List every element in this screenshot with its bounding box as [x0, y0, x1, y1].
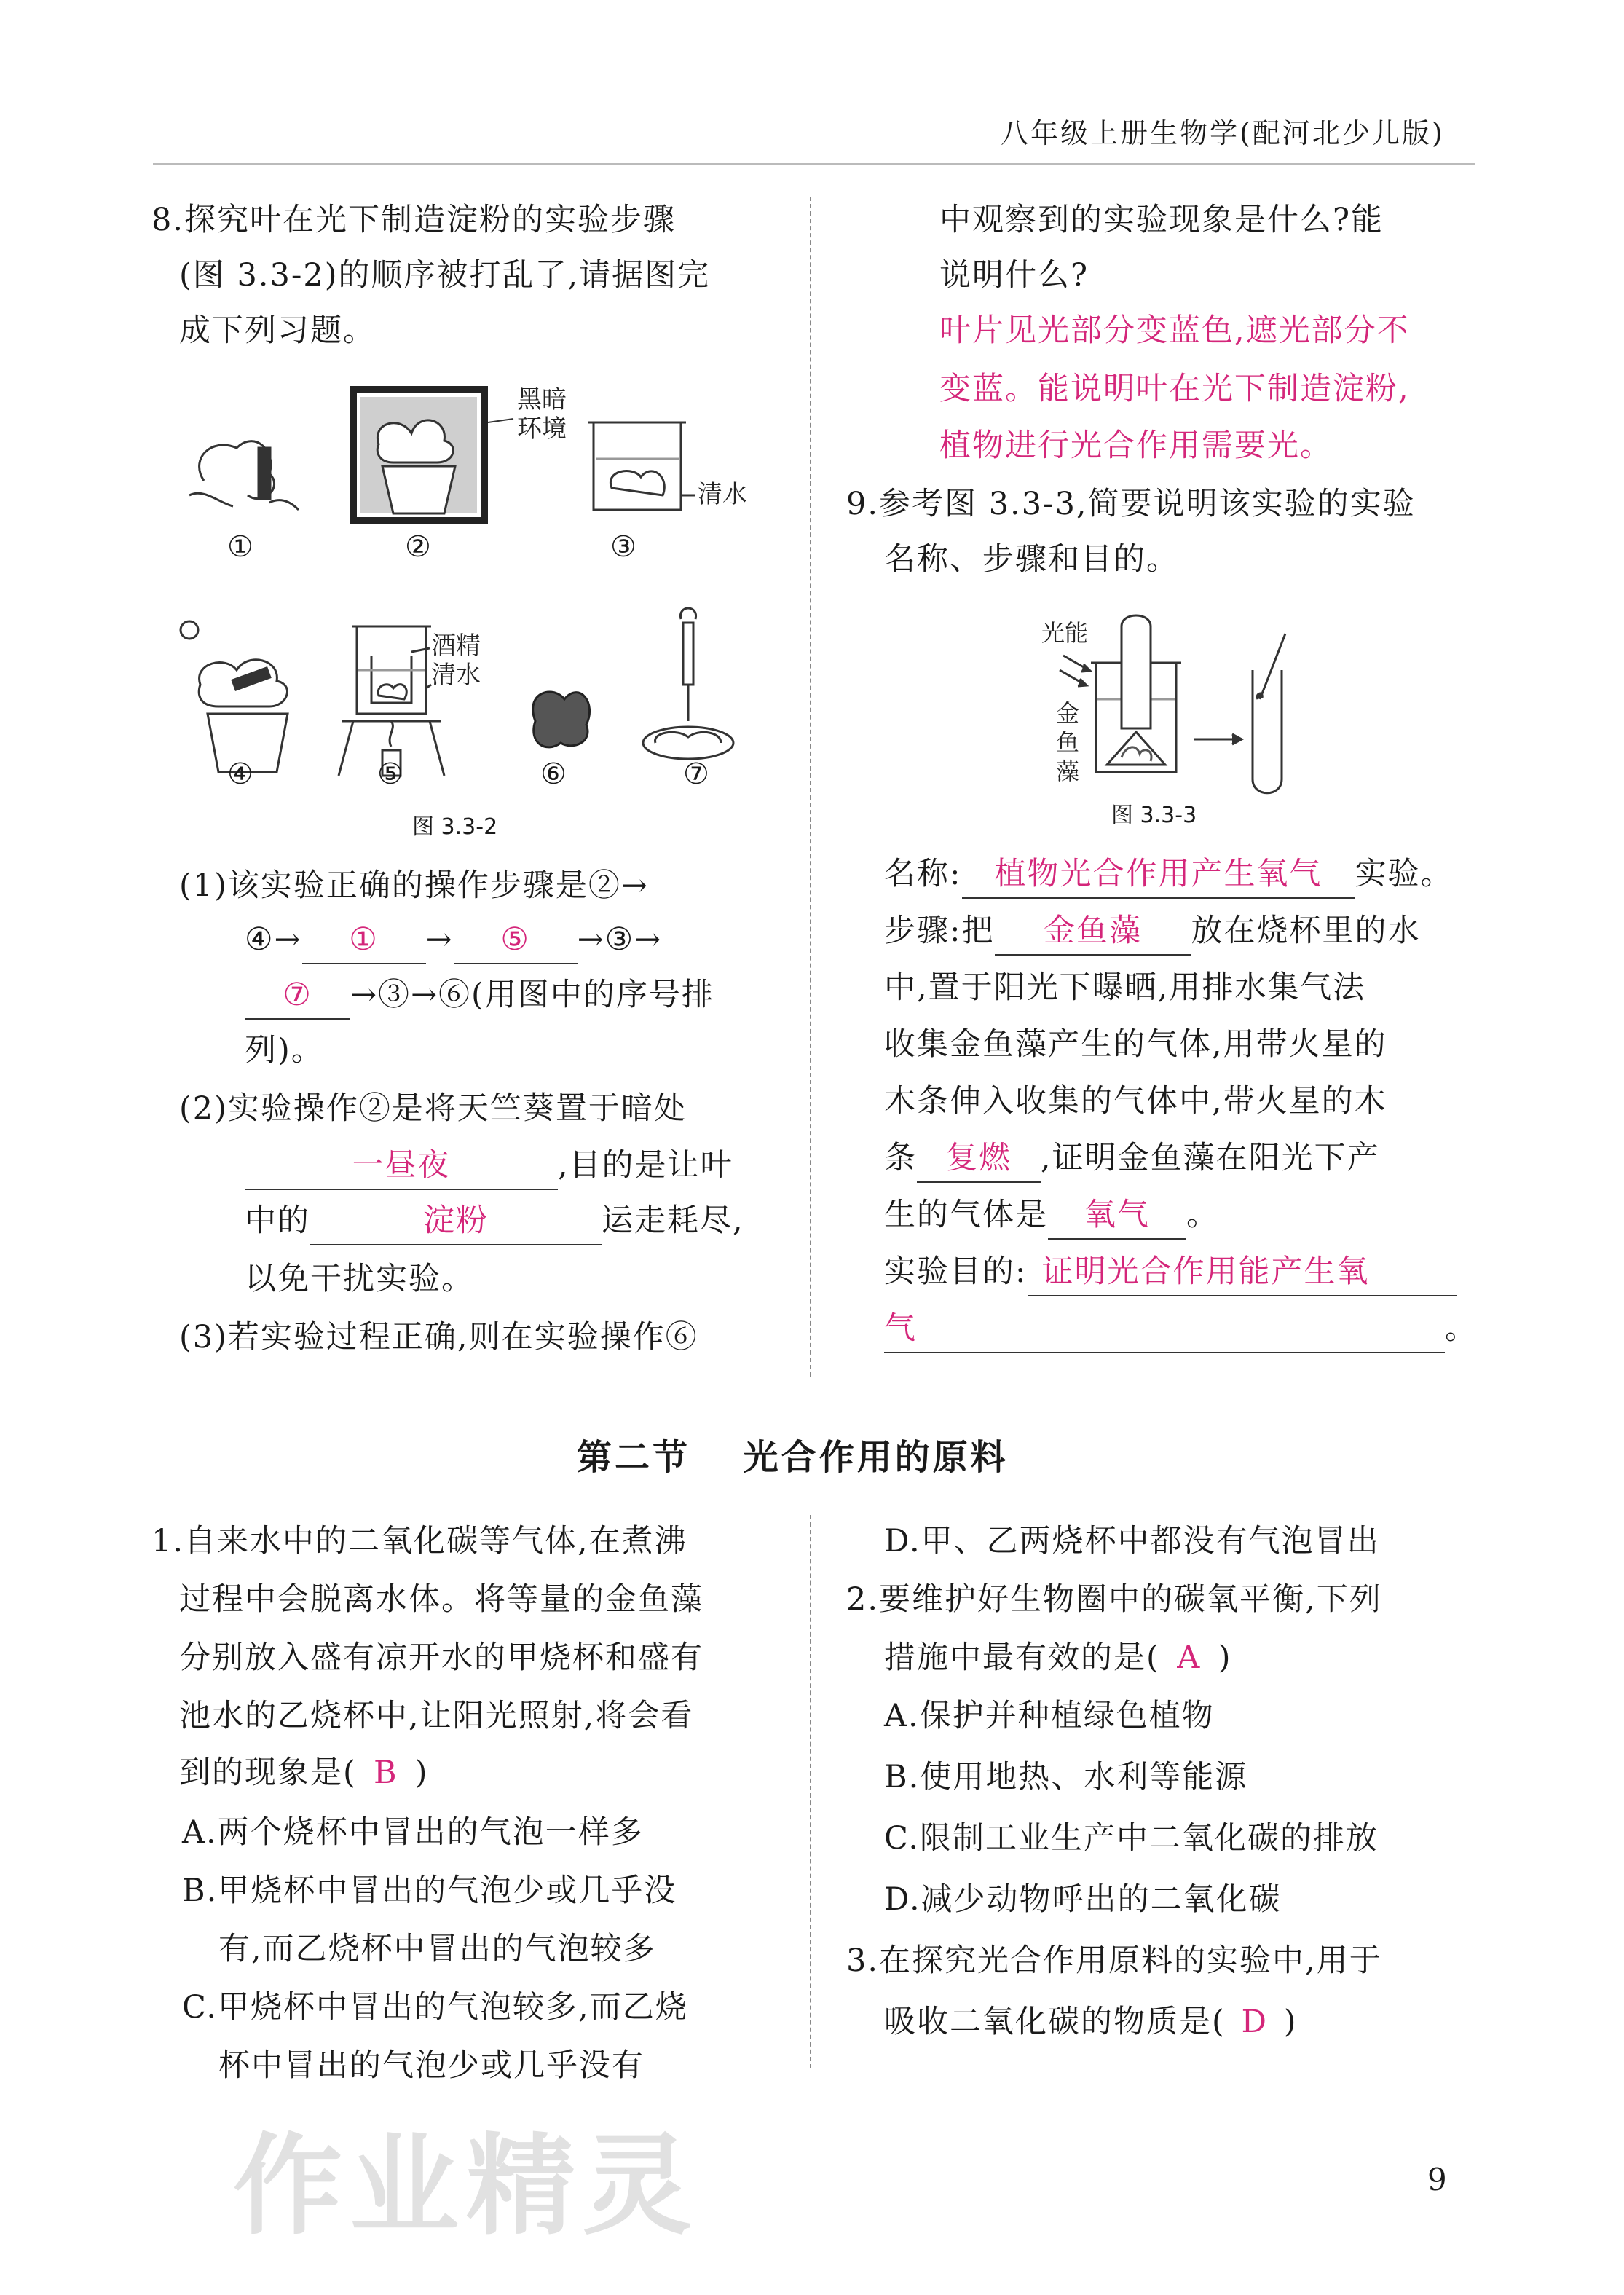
step-num-6: ⑥	[540, 757, 567, 791]
s1-answer: B	[373, 1755, 398, 1791]
s2-stem-seg: 措施中最有效的是(	[884, 1639, 1160, 1676]
answer-blank-goldfish-weed: 金鱼藻	[995, 908, 1191, 956]
q9-aim-tail: 。	[1445, 1310, 1478, 1347]
header-rule	[153, 163, 1475, 165]
column-divider-top	[810, 197, 811, 1377]
q9-step-line6	[884, 1186, 1219, 1244]
s2-option-b: B.使用地热、水利等能源	[884, 1759, 1248, 1795]
watermark-logo: 作业精灵	[233, 2122, 700, 2250]
page-number: 9	[1427, 2162, 1447, 2197]
s2-stem-line2	[884, 1629, 1232, 1687]
step3-beaker-water-illustration	[588, 422, 695, 510]
q9-step-seg-d: ,证明金鱼藻在阳光下产	[1041, 1140, 1380, 1176]
s1-stem-seg: 到的现象是(	[179, 1755, 357, 1791]
figure-3-3-3	[1041, 612, 1406, 801]
step7-iodine-dish-illustration	[643, 608, 733, 759]
figure-caption-3-3-2: 图 3.3-2	[412, 814, 498, 840]
q9-step-seg-c: 条	[884, 1140, 917, 1176]
s1-stem-line2: 过程中会脱离水体。将等量的金鱼藻	[179, 1581, 703, 1618]
q8-p2-line4: 以免干扰实验。	[245, 1261, 474, 1297]
q8-p2-line2	[245, 1136, 733, 1194]
s1-option-a: A.两个烧杯中冒出的气泡一样多	[182, 1814, 644, 1851]
s1-option-b-line1: B.甲烧杯中冒出的气泡少或几乎没	[182, 1873, 677, 1909]
answer-blank-1: ①	[302, 916, 426, 964]
q8-stem-line1: 8.探究叶在光下制造淀粉的实验步骤	[151, 202, 677, 238]
s1-stem-line4: 池水的乙烧杯中,让阳光照射,将会看	[179, 1698, 694, 1734]
s1-stem-line3: 分别放入盛有凉开水的甲烧杯和盛有	[179, 1639, 703, 1676]
q8-p2-seg-a: ,目的是让叶	[558, 1147, 733, 1184]
step6-stained-leaf-illustration	[533, 692, 590, 747]
answer-blank-oxygen: 氧气	[1048, 1192, 1186, 1240]
q9-step-seg-e: 生的气体是	[884, 1197, 1048, 1233]
label-dark: 黑暗	[517, 385, 567, 414]
step-num-3: ③	[610, 530, 636, 564]
s1-option-b-line2: 有,而乙烧杯中冒出的气泡较多	[218, 1931, 656, 1967]
q8-p2-seg-c: 运走耗尽,	[602, 1202, 744, 1239]
label-water: 清水	[698, 480, 747, 509]
s1-stem-line5	[179, 1744, 429, 1802]
q8-stem-line3: 成下列习题。	[179, 312, 376, 349]
q9-aim-line1	[884, 1243, 1457, 1301]
label-water-2: 清水	[431, 661, 481, 690]
s3-stem-line2	[884, 1993, 1298, 2051]
q9-aim-label: 实验目的:	[884, 1253, 1028, 1290]
q8-p2-line3	[245, 1192, 744, 1250]
column-divider-bottom	[810, 1515, 811, 2068]
figure-3-3-2	[167, 379, 896, 787]
q9-aim-line2	[884, 1299, 1478, 1358]
q8-p3-line2: 中观察到的实验现象是什么?能	[939, 202, 1384, 238]
q8-p1-seg-d: →③→⑥(用图中的序号排	[350, 977, 714, 1013]
answer-blank-reignite: 复燃	[917, 1135, 1041, 1183]
q8-p1-seg-b: →	[425, 921, 454, 958]
q9-step-seg-b: 放在烧杯里的水	[1191, 913, 1421, 949]
step-num-5: ⑤	[377, 757, 403, 791]
q8-p1-line2	[245, 910, 662, 969]
q9-name-label: 名称:	[884, 856, 962, 892]
s1-option-c-line2: 杯中冒出的气泡少或几乎没有	[218, 2047, 645, 2084]
answer-blank-4: 一昼夜	[245, 1142, 558, 1190]
s2-option-c: C.限制工业生产中二氧化碳的排放	[884, 1820, 1379, 1857]
q9-stem-line2: 名称、步骤和目的。	[884, 541, 1179, 578]
answer-blank-2: ⑤	[454, 916, 578, 964]
step-num-7: ⑦	[683, 757, 709, 791]
answer-blank-aim-1: 证明光合作用能产生氧	[1028, 1248, 1457, 1296]
q8-p1-line4: 列)。	[245, 1032, 324, 1068]
q8-p3-answer-line1: 叶片见光部分变蓝色,遮光部分不	[939, 312, 1410, 349]
figure-caption-3-3-3: 图 3.3-3	[1111, 803, 1197, 828]
step4-sunlight-plant-illustration	[181, 621, 288, 772]
q8-p1-seg-c: →③→	[577, 921, 663, 958]
q8-p1-line1: (1)该实验正确的操作步骤是②→	[179, 867, 649, 904]
s2-stem-line1: 2.要维护好生物圈中的碳氧平衡,下列	[846, 1581, 1382, 1618]
step5-alcohol-bath-illustration	[339, 626, 444, 776]
s1-option-c-line1: C.甲烧杯中冒出的气泡较多,而乙烧	[182, 1989, 688, 2026]
answer-blank-aim-2: 气	[884, 1305, 1445, 1353]
step2-dark-box-illustration	[353, 390, 513, 521]
q9-step-line1	[884, 902, 1421, 960]
q9-step-line4: 木条伸入收集的气体中,带火星的木	[884, 1083, 1387, 1119]
s1-stem-line1: 1.自来水中的二氧化碳等气体,在煮沸	[151, 1523, 687, 1559]
s3-stem-close: )	[1283, 2004, 1298, 2040]
q8-p3-answer-line3: 植物进行光合作用需要光。	[939, 428, 1333, 464]
q9-step-seg-f: 。	[1186, 1197, 1219, 1233]
s3-stem-seg: 吸收二氧化碳的物质是(	[884, 2004, 1226, 2040]
q8-p3-answer-line2: 变蓝。能说明叶在光下制造淀粉,	[939, 371, 1410, 407]
step-num-2: ②	[405, 530, 431, 564]
s1-stem-close: )	[414, 1755, 429, 1791]
q8-p2-line1: (2)实验操作②是将天竺葵置于暗处	[179, 1090, 687, 1127]
q9-name-line	[884, 845, 1454, 903]
section-title: 第二节 光合作用的原料	[577, 1437, 1009, 1478]
s1-option-d: D.甲、乙两烧杯中都没有气泡冒出	[884, 1523, 1380, 1559]
s2-stem-close: )	[1218, 1639, 1232, 1676]
answer-blank-5: 淀粉	[310, 1197, 602, 1245]
q8-p1-seg-a: ④→	[245, 921, 302, 958]
label-alcohol: 酒精	[431, 631, 481, 661]
answer-blank-3: ⑦	[245, 972, 350, 1020]
s3-answer: D	[1241, 2004, 1269, 2040]
q8-p2-seg-b: 中的	[245, 1202, 310, 1239]
q8-p1-line3	[245, 966, 714, 1024]
step-num-1: ①	[227, 530, 253, 564]
q9-step-seg-a: 步骤:把	[884, 913, 995, 949]
q9-stem-line1: 9.参考图 3.3-3,简要说明该实验的实验	[846, 486, 1416, 522]
q9-step-line5	[884, 1129, 1380, 1187]
q9-name-tail: 实验。	[1355, 856, 1454, 892]
step-num-4: ④	[227, 757, 253, 791]
s2-option-a: A.保护并种植绿色植物	[884, 1698, 1215, 1734]
q8-stem-line2: (图 3.3-2)的顺序被打乱了,请据图完	[179, 257, 711, 294]
s3-stem-line1: 3.在探究光合作用原料的实验中,用于	[846, 1942, 1382, 1979]
label-environment: 环境	[517, 414, 567, 444]
s2-answer: A	[1177, 1639, 1202, 1676]
q9-step-line2: 中,置于阳光下曝晒,用排水集气法	[884, 969, 1366, 1006]
page-header: 八年级上册生物学(配河北少儿版)	[1001, 117, 1445, 149]
step1-cover-leaf-illustration	[189, 441, 299, 510]
q8-p3-line3: 说明什么?	[939, 257, 1089, 294]
q9-step-line3: 收集金鱼藻产生的气体,用带火星的	[884, 1026, 1387, 1063]
s2-option-d: D.减少动物呼出的二氧化碳	[884, 1881, 1282, 1918]
answer-blank-name: 植物光合作用产生氧气	[962, 851, 1355, 899]
label-goldfish-weed-2: 鱼	[1056, 728, 1080, 756]
label-goldfish-weed-3: 藻	[1056, 757, 1080, 785]
label-goldfish-weed-1: 金	[1056, 699, 1080, 727]
label-light-energy: 光能	[1041, 619, 1089, 647]
q8-p3-line1: (3)若实验过程正确,则在实验操作⑥	[179, 1319, 698, 1355]
